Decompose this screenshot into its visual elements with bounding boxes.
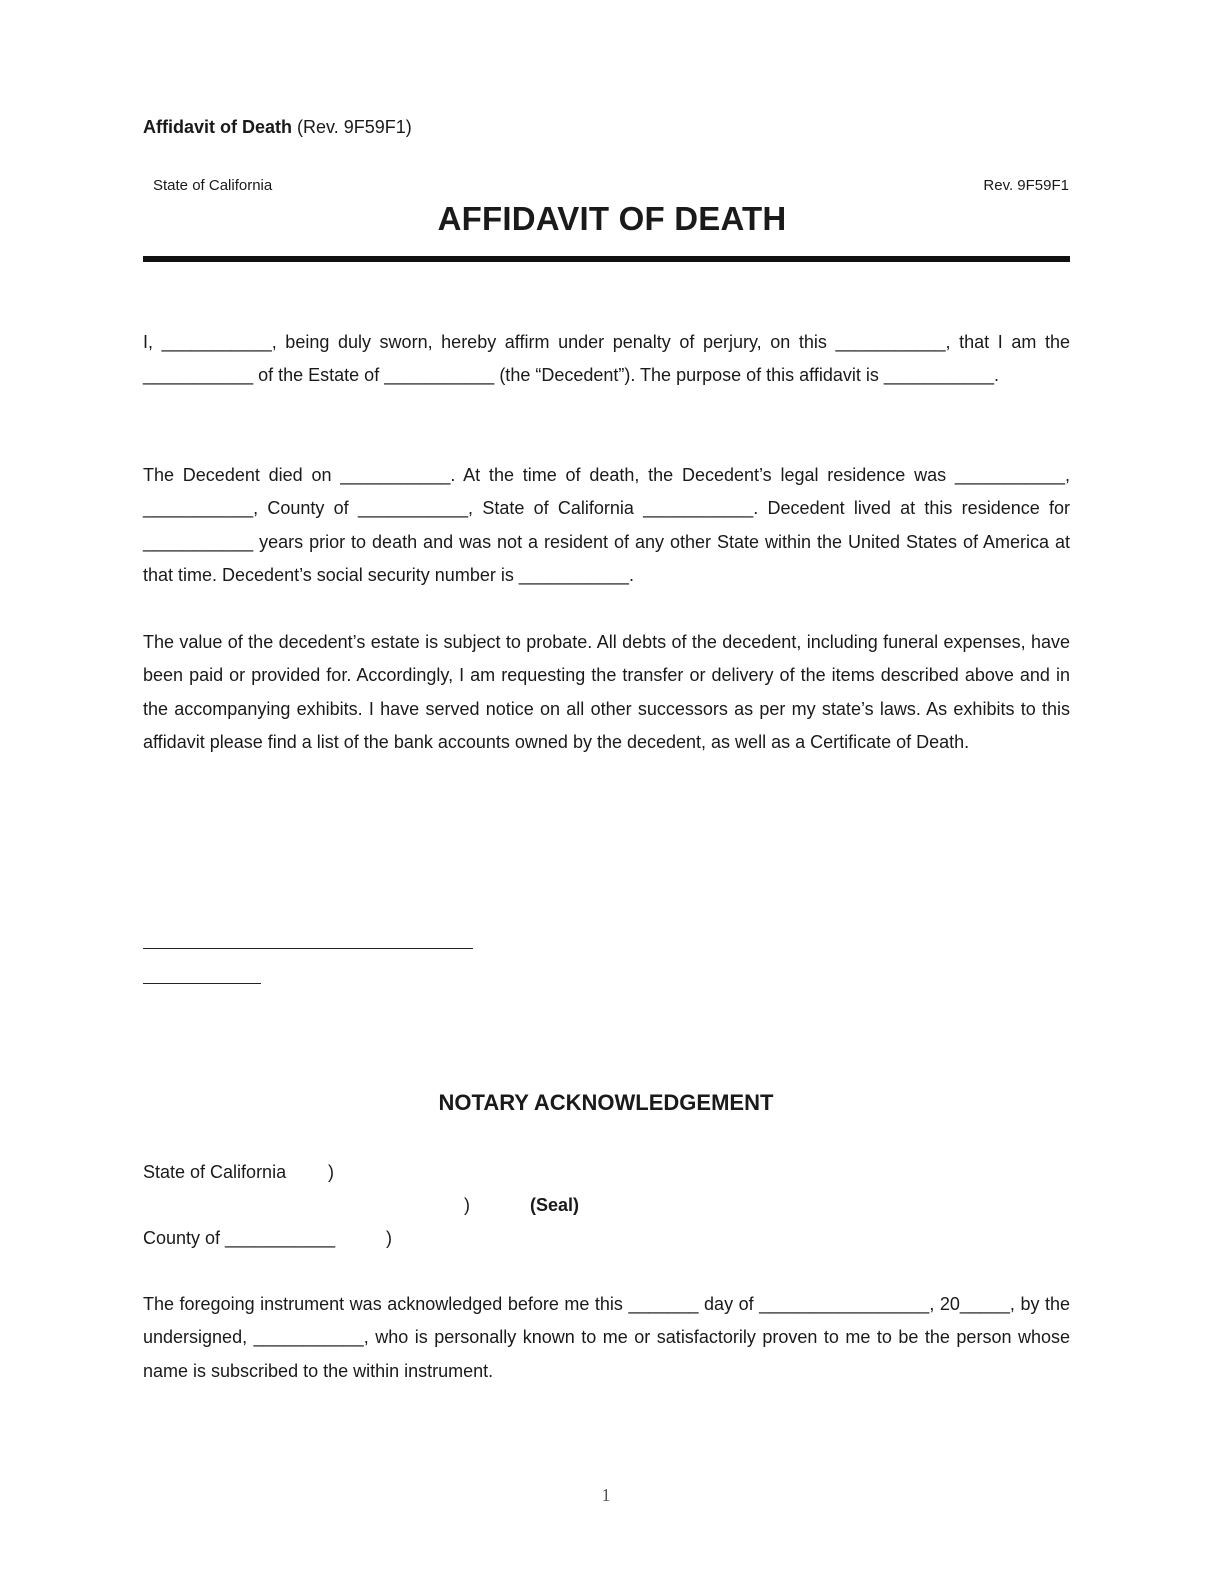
state-label: State of California: [153, 177, 273, 194]
page-title: AFFIDAVIT OF DEATH: [437, 200, 787, 237]
signature-line: [143, 948, 473, 949]
decedent-details-paragraph: The Decedent died on ___________. At the time of death, the Decedent’s legal residence was ___________, ___________, County of ___________, State of California ___________. Decedent lived at this residence for ___________ years prior to death and was not a resident of any other State within the United States of America at that time. Decedent’s social security number is ___________.: [143, 465, 1070, 585]
revision-label: Rev. 9F59F1: [983, 177, 1069, 194]
notary-bracket-3: ): [386, 1228, 392, 1248]
doc-name: Affidavit of Death: [143, 117, 293, 137]
title-divider: [143, 256, 1070, 262]
signature-name-line: [143, 983, 261, 984]
running-header: [143, 117, 412, 138]
notary-state-line: State of California: [143, 1162, 287, 1182]
seal-label: (Seal): [530, 1195, 580, 1215]
notary-bracket-1: ): [328, 1162, 334, 1182]
estate-value-paragraph: The value of the decedent’s estate is subject to probate. All debts of the decedent, including funeral expenses, have been paid or provided for. Accordingly, I am requesting the transfer or delivery of the items described above and in the accompanying exhibits. I have served notice on all other successors as per my state’s laws. As exhibits to this affidavit please find a list of the bank accounts owned by the decedent, as well as a Certificate of Death.: [143, 632, 1070, 752]
affirmation-paragraph: I, ___________, being duly sworn, hereby affirm under penalty of perjury, on this ___________, that I am the ___________ of the Estate of ___________ (the “Decedent”). The purpose of this affidavit is ___________.: [143, 332, 1070, 386]
doc-revision: (Rev. 9F59F1): [297, 117, 412, 137]
notary-acknowledgement-paragraph: The foregoing instrument was acknowledged before me this _______ day of _________________, 20_____, by the undersigned, ___________, who is personally known to me or satisfactorily proven to me to be the person whose name is subscribed to the within instrument.: [143, 1294, 1070, 1381]
notary-bracket-2: ): [464, 1195, 470, 1215]
notary-county-line: County of ___________: [143, 1228, 336, 1248]
notary-title: NOTARY ACKNOWLEDGEMENT: [438, 1090, 774, 1115]
page-number: 1: [601, 1485, 611, 1505]
